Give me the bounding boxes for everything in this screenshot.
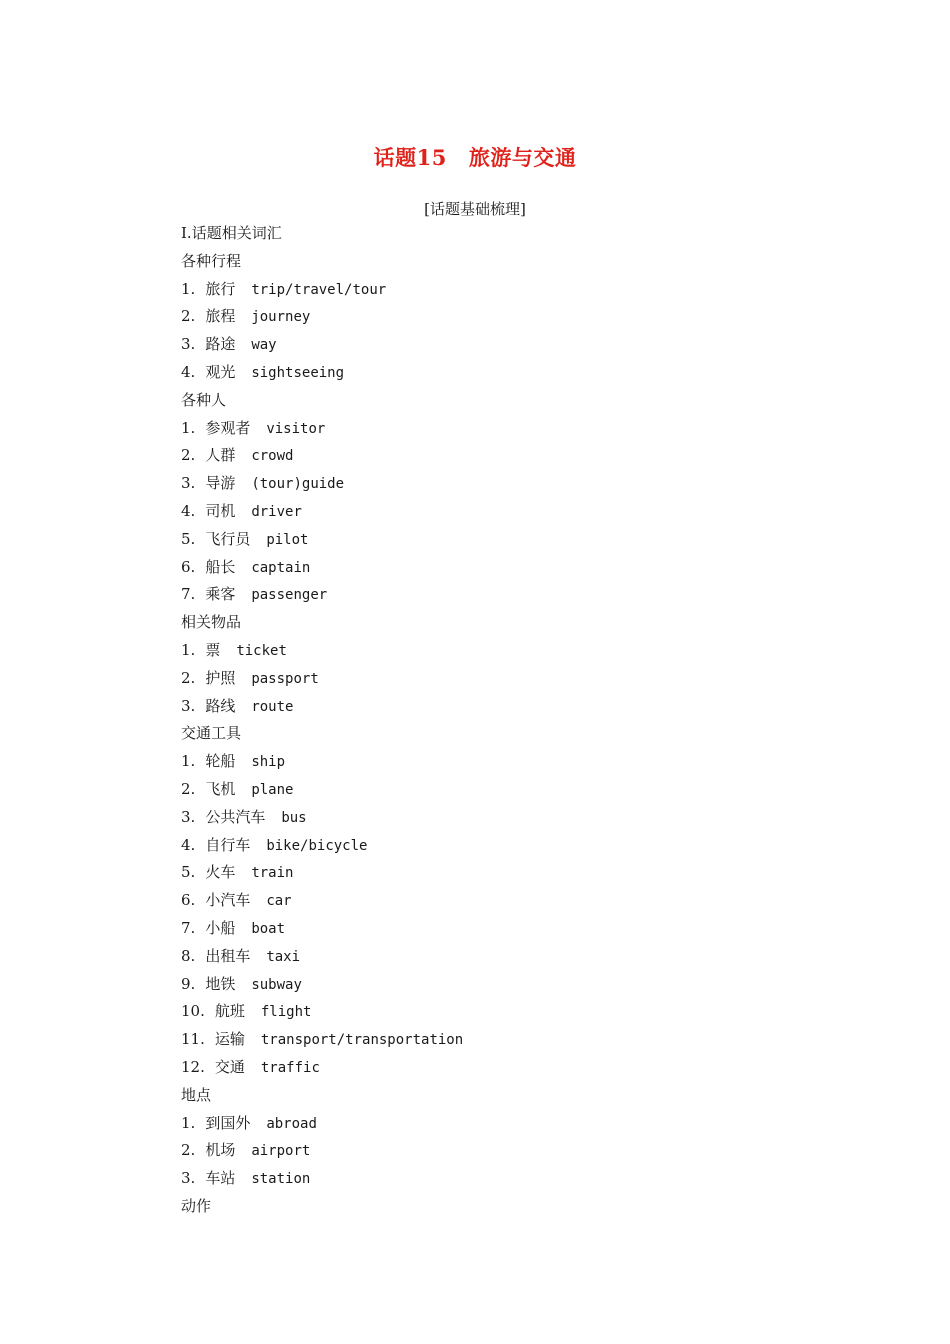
vocab-item [181,554,881,582]
vocab-item [181,776,881,804]
title-topic-number: 话题15 [373,145,447,170]
item-english: bus [281,809,307,826]
item-number: 4. [181,835,196,854]
item-chinese: 地铁 [205,974,236,993]
item-number: 4. [181,362,196,381]
item-english: visitor [266,420,326,437]
item-number: 3. [181,474,196,493]
item-chinese: 路线 [205,696,236,715]
item-chinese: 路途 [205,335,236,354]
item-chinese: 票 [205,640,221,659]
item-number: 1. [181,279,196,298]
item-number: 2. [181,1141,196,1160]
item-english: traffic [260,1059,320,1076]
item-english: (tour)guide [251,476,345,493]
vocab-item [181,665,881,693]
item-english: station [251,1171,311,1188]
item-english: plane [251,781,294,798]
group-heading: 地点 [181,1085,212,1104]
item-chinese: 出租车 [205,946,251,965]
item-english: transport/transportation [260,1032,464,1049]
item-chinese: 护照 [205,668,236,687]
item-number: 4. [181,501,196,520]
item-chinese: 公共汽车 [205,807,266,826]
item-english: sightseeing [251,364,345,381]
item-chinese: 小船 [205,918,236,937]
item-chinese: 小汽车 [205,891,251,910]
vocab-item [181,943,881,971]
item-english: passport [251,670,319,687]
item-chinese: 火车 [205,863,236,882]
section-heading: Ⅰ.话题相关词汇 [181,224,282,242]
item-english: boat [251,920,286,937]
group-heading: 交通工具 [181,724,242,743]
item-number: 6. [181,891,196,910]
item-english: passenger [251,587,328,604]
item-english: crowd [251,448,294,465]
item-chinese: 交通 [214,1057,245,1076]
page-title [0,142,950,172]
vocab-item [181,971,881,999]
item-english: journey [251,309,311,326]
vocab-item [181,276,881,304]
item-number: 11. [181,1030,205,1049]
item-number: 2. [181,779,196,798]
item-english: driver [251,503,302,520]
item-english: train [251,865,294,882]
group-heading: 各种人 [181,390,227,409]
vocab-item [181,1165,881,1193]
item-chinese: 观光 [205,362,236,381]
item-chinese: 人群 [205,446,236,465]
item-chinese: 航班 [214,1002,245,1021]
item-number: 3. [181,696,196,715]
item-number: 1. [181,640,196,659]
item-chinese: 船长 [205,557,236,576]
item-english: ship [251,754,286,771]
vocab-item [181,442,881,470]
item-english: subway [251,976,302,993]
item-chinese: 司机 [205,501,236,520]
item-english: car [266,893,292,910]
vocab-item [181,359,881,387]
item-english: way [251,337,277,354]
item-number: 5. [181,863,196,882]
vocab-item [181,832,881,860]
item-chinese: 旅行 [205,279,236,298]
item-number: 3. [181,335,196,354]
item-english: flight [260,1004,312,1021]
vocab-item [181,637,881,665]
group-heading: 相关物品 [181,613,242,632]
item-chinese: 运输 [214,1030,245,1049]
item-number: 7. [181,585,196,604]
item-chinese: 飞行员 [205,529,251,548]
title-topic-name: 旅游与交通 [468,145,577,170]
vocab-item [181,303,881,331]
group-heading: 动作 [181,1196,212,1215]
item-number: 2. [181,668,196,687]
item-english: airport [251,1143,311,1160]
item-number: 1. [181,1113,196,1132]
vocab-item [181,331,881,359]
item-chinese: 参观者 [205,418,251,437]
vocab-item [181,470,881,498]
group-heading: 各种行程 [181,251,242,270]
vocab-item [181,693,881,721]
item-number: 2. [181,446,196,465]
vocab-item [181,1054,881,1082]
item-number: 8. [181,946,196,965]
item-english: captain [251,559,311,576]
item-number: 10. [181,1002,205,1021]
item-english: route [251,698,294,715]
vocab-item [181,526,881,554]
vocab-item [181,998,881,1026]
vocab-item [181,1137,881,1165]
item-number: 3. [181,807,196,826]
item-english: taxi [266,948,301,965]
vocab-item [181,887,881,915]
item-chinese: 导游 [205,474,236,493]
item-number: 9. [181,974,196,993]
section-subtitle: [话题基础梳理] [424,200,526,218]
vocab-item [181,804,881,832]
item-english: bike/bicycle [266,837,368,854]
item-number: 3. [181,1169,196,1188]
item-number: 7. [181,918,196,937]
vocabulary-groups [181,248,881,1221]
vocab-item [181,748,881,776]
item-chinese: 飞机 [205,779,236,798]
item-chinese: 车站 [205,1169,236,1188]
vocab-item [181,859,881,887]
vocab-item [181,581,881,609]
item-number: 2. [181,307,196,326]
vocabulary-content [181,220,881,1221]
item-english: ticket [236,642,287,659]
item-chinese: 乘客 [205,585,236,604]
item-chinese: 旅程 [205,307,236,326]
item-number: 6. [181,557,196,576]
item-number: 12. [181,1057,205,1076]
vocab-item [181,415,881,443]
item-english: pilot [266,531,309,548]
vocab-item [181,915,881,943]
vocab-item [181,1026,881,1054]
item-number: 1. [181,752,196,771]
vocab-item [181,498,881,526]
item-chinese: 自行车 [205,835,251,854]
vocab-item [181,1110,881,1138]
item-number: 5. [181,529,196,548]
item-number: 1. [181,418,196,437]
item-english: trip/travel/tour [251,281,387,298]
item-english: abroad [266,1115,317,1132]
item-chinese: 机场 [205,1141,236,1160]
item-chinese: 轮船 [205,752,236,771]
item-chinese: 到国外 [205,1113,251,1132]
